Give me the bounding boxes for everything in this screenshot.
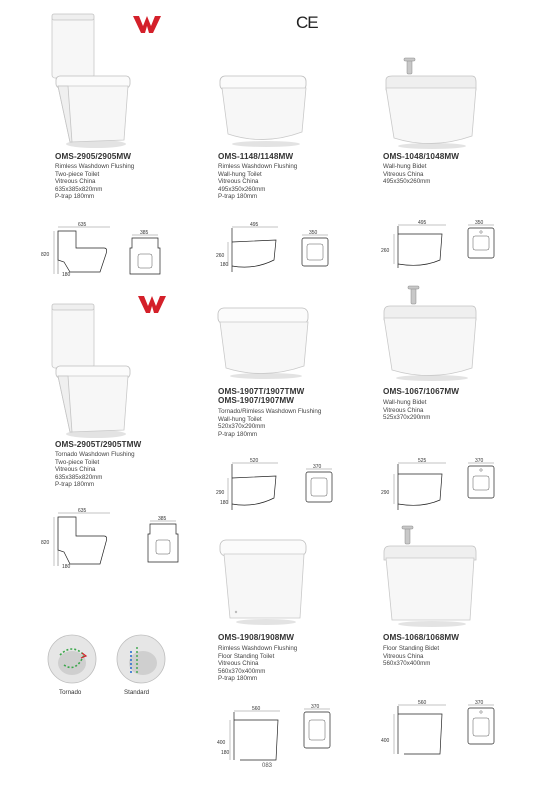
svg-text:370: 370 xyxy=(475,700,484,706)
svg-text:525: 525 xyxy=(418,458,427,464)
spec-list: Tornado Washdown Flushing Two-piece Toilet Vitreous China 635x385x820mm P-trap 180mm xyxy=(55,451,135,489)
svg-text:385: 385 xyxy=(140,230,149,236)
svg-text:180: 180 xyxy=(220,500,229,506)
svg-text:635: 635 xyxy=(78,222,87,228)
watermark-w-icon xyxy=(136,294,168,314)
svg-text:180: 180 xyxy=(62,272,71,278)
technical-drawing-side-1067 xyxy=(376,458,452,514)
technical-drawing-top-1048 xyxy=(462,220,502,262)
technical-drawing-side-2905 xyxy=(34,222,114,278)
standard-label: Standard xyxy=(124,689,150,696)
svg-text:520: 520 xyxy=(250,458,259,464)
model-title: OMS-1908/1908MW xyxy=(218,633,295,642)
svg-text:260: 260 xyxy=(381,248,390,254)
product-photo-wall-hung-bidet-1048 xyxy=(380,56,480,152)
page-number: 083 xyxy=(262,763,273,769)
technical-drawing-side-2905T xyxy=(34,508,114,570)
model-title: OMS-1048/1048MW xyxy=(383,152,460,161)
technical-drawing-side-1908 xyxy=(214,706,286,764)
technical-drawing-top-2905T xyxy=(142,516,188,566)
svg-text:260: 260 xyxy=(216,253,225,259)
product-photo-two-piece-toilet xyxy=(38,10,138,150)
ce-mark: CE xyxy=(296,13,318,32)
tornado-flush-illustration xyxy=(46,633,98,685)
technical-drawing-top-1067 xyxy=(462,458,502,502)
product-photo-wall-hung-toilet-1907 xyxy=(212,300,316,382)
svg-text:560: 560 xyxy=(252,706,261,712)
technical-drawing-top-1148 xyxy=(296,230,336,270)
svg-text:350: 350 xyxy=(475,220,484,226)
svg-text:560: 560 xyxy=(418,700,427,706)
watermark-logo-2 xyxy=(136,294,168,319)
spec-list: Rimless Washdown Flushing Two-piece Toilet Vitreous China 635x385x820mm P-trap 180mm xyxy=(55,163,135,201)
svg-text:495: 495 xyxy=(418,220,427,226)
tornado-label: Tornado xyxy=(59,689,82,696)
spec-list: Floor Standing Bidet Vitreous China 560x370x400mm xyxy=(383,645,440,668)
technical-drawing-side-1048 xyxy=(376,220,452,272)
spec-list: Rimless Washdown Flushing Floor Standing Toilet Vitreous China 560x370x400mm P-trap 180mm xyxy=(218,645,298,683)
svg-text:400: 400 xyxy=(381,738,390,744)
product-photo-wall-hung-bidet-1067 xyxy=(378,284,482,384)
model-title: OMS-1068/1068MW xyxy=(383,633,460,642)
technical-drawing-side-1907 xyxy=(214,458,284,514)
product-photo-two-piece-toilet-tornado xyxy=(38,300,138,440)
product-photo-floor-standing-bidet-1068 xyxy=(378,524,482,630)
spec-list: Tornado/Rimless Washdown Flushing Wall-hung Toilet 520x370x290mm P-trap 180mm xyxy=(218,408,322,438)
svg-text:820: 820 xyxy=(41,252,50,258)
technical-drawing-top-1907 xyxy=(300,464,340,506)
svg-text:820: 820 xyxy=(41,540,50,546)
svg-text:290: 290 xyxy=(381,490,390,496)
technical-drawing-top-1068 xyxy=(462,700,502,748)
spec-list: Rimless Washdown Flushing Wall-hung Toilet Vitreous China 495x350x260mm P-trap 180mm xyxy=(218,163,298,201)
svg-text:635: 635 xyxy=(78,508,87,514)
svg-text:400: 400 xyxy=(217,740,226,746)
svg-text:385: 385 xyxy=(158,516,167,522)
svg-text:180: 180 xyxy=(221,750,230,756)
svg-text:370: 370 xyxy=(313,464,322,470)
model-title: OMS-1148/1148MW xyxy=(218,152,294,161)
svg-text:350: 350 xyxy=(309,230,318,236)
model-title: OMS-2905/2905MW xyxy=(55,152,132,161)
svg-text:180: 180 xyxy=(62,564,71,570)
product-photo-wall-hung-toilet-1148 xyxy=(214,70,314,150)
spec-list: Wall-hung Bidet Vitreous China 495x350x260mm xyxy=(383,163,431,186)
model-title-alt: OMS-1907/1907MW xyxy=(218,396,295,405)
standard-flush-illustration xyxy=(115,633,167,685)
technical-drawing-top-2905 xyxy=(124,230,170,278)
technical-drawing-side-1148 xyxy=(214,222,284,278)
svg-text:290: 290 xyxy=(216,490,225,496)
model-title: OMS-2905T/2905TMW xyxy=(55,440,142,449)
svg-text:495: 495 xyxy=(250,222,259,228)
technical-drawing-top-1908 xyxy=(298,704,338,752)
svg-text:370: 370 xyxy=(475,458,484,464)
model-title: OMS-1067/1067MW xyxy=(383,387,460,396)
product-photo-floor-standing-toilet-1908 xyxy=(214,536,314,628)
technical-drawing-side-1068 xyxy=(376,700,452,758)
svg-text:370: 370 xyxy=(311,704,320,710)
svg-text:180: 180 xyxy=(220,262,229,268)
spec-list: Wall-hung Bidet Vitreous China 525x370x290mm xyxy=(383,399,431,422)
model-title: OMS-1907T/1907TMW xyxy=(218,387,305,396)
